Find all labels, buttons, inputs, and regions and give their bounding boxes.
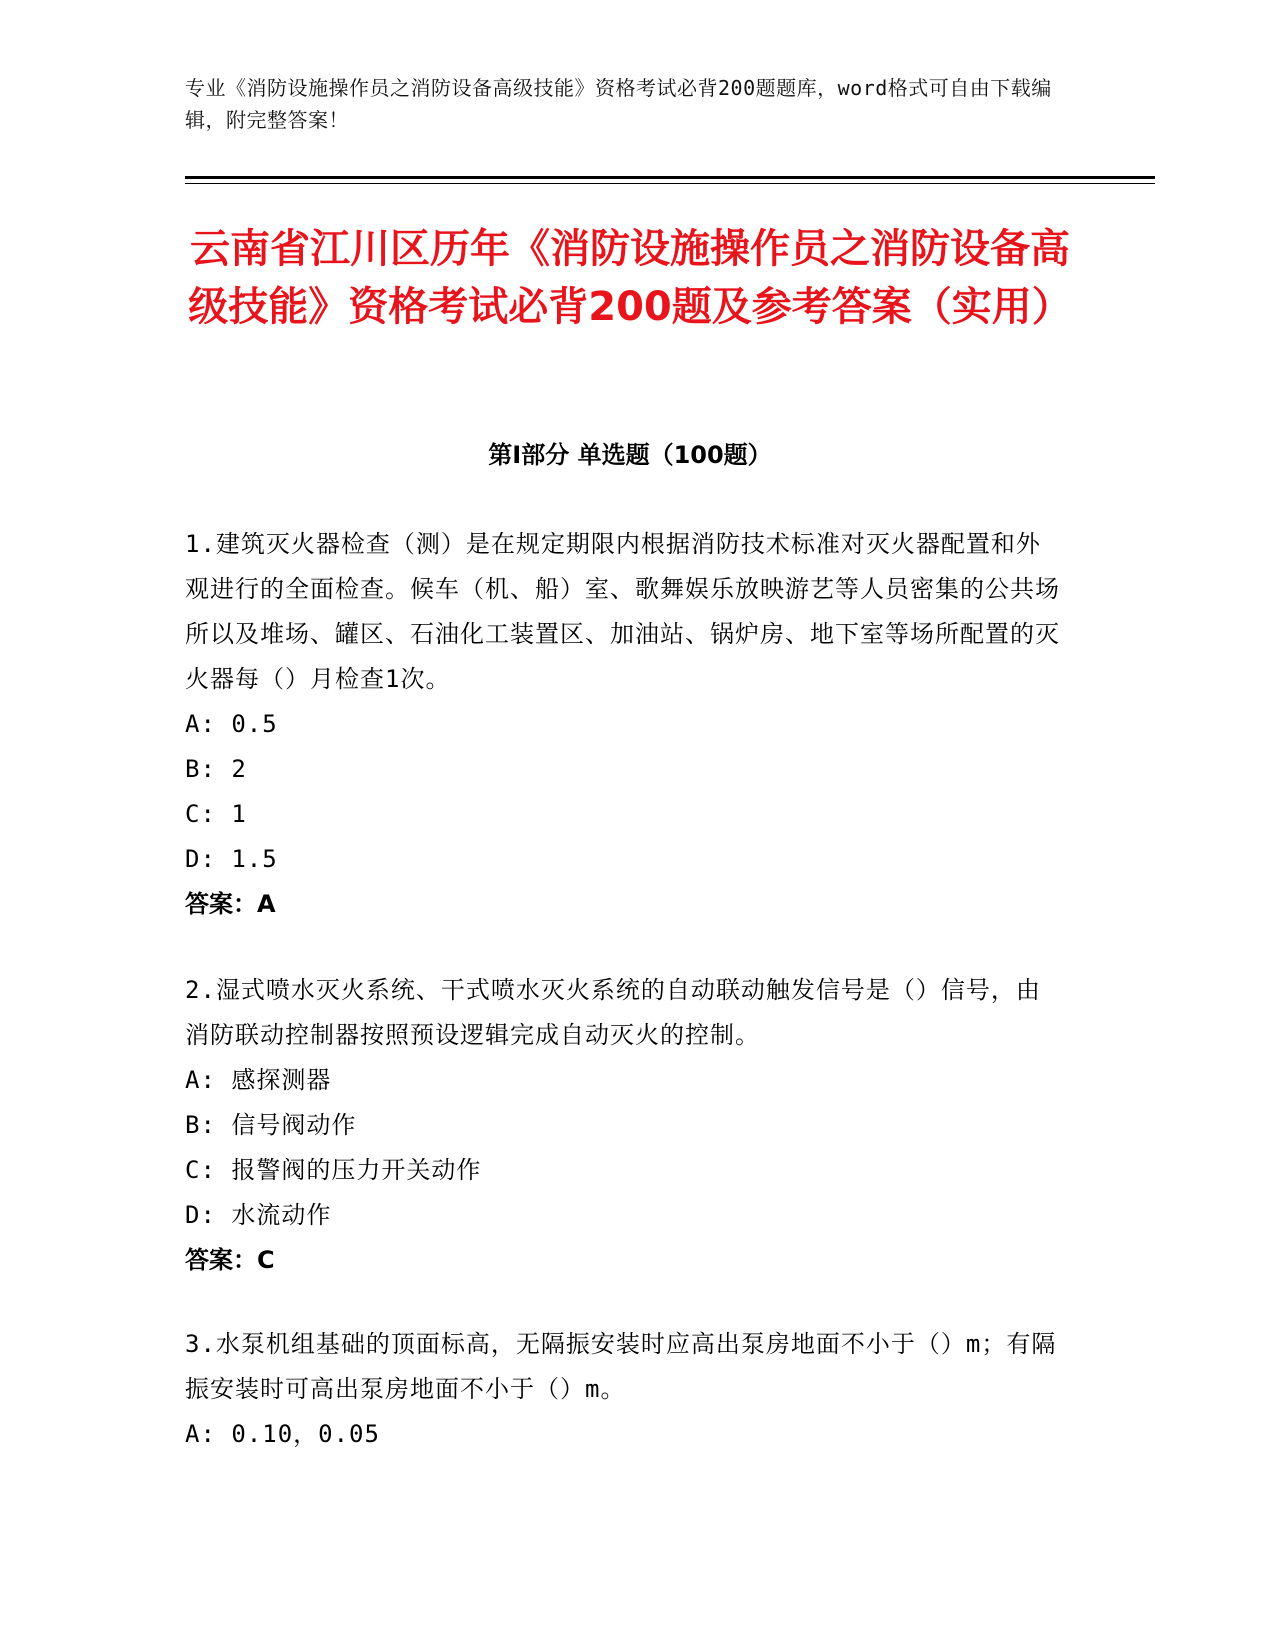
option-c: C: 1 [185, 800, 247, 828]
question-1 [185, 522, 1065, 927]
document-title: 云南省江川区历年《消防设施操作员之消防设备高级技能》资格考试必背200题及参考答案（实用） [188, 226, 1072, 330]
answer: 答案：C [185, 1246, 275, 1274]
option-c: C: 报警阀的压力开关动作 [185, 1156, 482, 1184]
question-2 [185, 968, 1065, 1283]
option-a: A: 0.5 [185, 710, 278, 738]
option-d: D: 1.5 [185, 845, 278, 873]
header-note: 专业《消防设施操作员之消防设备高级技能》资格考试必背200题题库，word格式可自由下载编辑，附完整答案！ [185, 76, 1052, 132]
option-a: A: 0.10，0.05 [185, 1420, 380, 1448]
section-title: 第I部分 单选题（100题） [488, 441, 772, 469]
option-a: A: 感探测器 [185, 1066, 332, 1094]
question-stem: 3.水泵机组基础的顶面标高，无隔振安装时应高出泵房地面不小于（）m；有隔振安装时可高出泵房地面不小于（）m。 [185, 1330, 1057, 1403]
header-rule-thick [185, 176, 1155, 179]
question-stem: 1.建筑灭火器检查（测）是在规定期限内根据消防技术标准对灭火器配置和外观进行的全面检查。候车（机、船）室、歌舞娱乐放映游艺等人员密集的公共场所以及堆场、罐区、石油化工装置区、加油站、锅炉房、地下室等场所配置的灭火器每（）月检查1次。 [185, 530, 1060, 693]
option-d: D: 水流动作 [185, 1201, 332, 1229]
header-rule-thin [185, 183, 1155, 184]
question-stem: 2.湿式喷水灭火系统、干式喷水灭火系统的自动联动触发信号是（）信号，由消防联动控制器按照预设逻辑完成自动灭火的控制。 [185, 976, 1041, 1049]
option-b: B: 信号阀动作 [185, 1111, 357, 1139]
question-3 [185, 1322, 1065, 1457]
option-b: B: 2 [185, 755, 247, 783]
answer: 答案：A [185, 890, 276, 918]
